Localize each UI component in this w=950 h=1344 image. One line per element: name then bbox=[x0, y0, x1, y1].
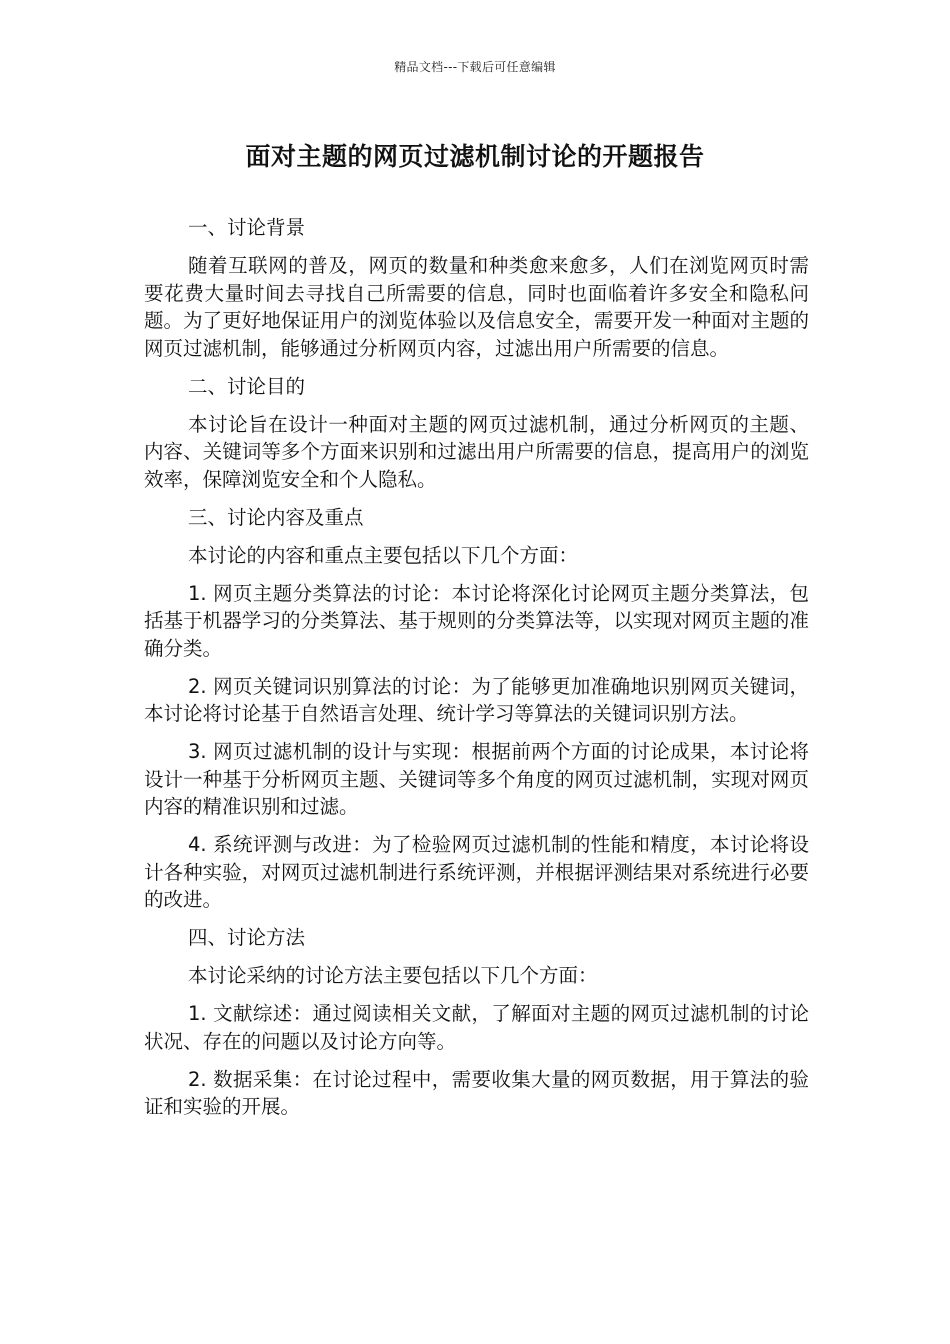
list-item-paragraph: 2. 网页关键词识别算法的讨论：为了能够更加准确地识别网页关键词，本讨论将讨论基于自然语言处理、统计学习等算法的关键词识别方法。 bbox=[144, 674, 809, 725]
paragraph: 本讨论旨在设计一种面对主题的网页过滤机制，通过分析网页的主题、内容、关键词等多个方面来识别和过滤出用户所需要的信息，提高用户的浏览效率，保障浏览安全和个人隐私。 bbox=[144, 412, 809, 491]
document-title: 面对主题的网页过滤机制讨论的开题报告 bbox=[245, 142, 705, 171]
paragraph: 本讨论的内容和重点主要包括以下几个方面： bbox=[188, 543, 579, 567]
list-item-paragraph: 3. 网页过滤机制的设计与实现：根据前两个方面的讨论成果，本讨论将设计一种基于分析网页主题、关键词等多个角度的网页过滤机制，实现对网页内容的精准识别和过滤。 bbox=[144, 740, 809, 818]
paragraph: 随着互联网的普及，网页的数量和种类愈来愈多，人们在浏览网页时需要花费大量时间去寻找自己所需要的信息，同时也面临着许多安全和隐私问题。为了更好地保证用户的浏览体验以及信息安全，需要开发一种面对主题的网页过滤机制，能够通过分析网页内容，过滤出用户所需要的信息。 bbox=[144, 254, 809, 360]
list-item-paragraph: 1. 文献综述：通过阅读相关文献，了解面对主题的网页过滤机制的讨论状况、存在的问题以及讨论方向等。 bbox=[144, 1002, 809, 1053]
section-heading: 二、讨论目的 bbox=[188, 374, 306, 398]
paragraph: 本讨论采纳的讨论方法主要包括以下几个方面： bbox=[188, 964, 598, 987]
section-heading: 三、讨论内容及重点 bbox=[188, 505, 364, 529]
header-note: 精品文档---下载后可任意编辑 bbox=[394, 60, 556, 74]
document-body bbox=[144, 214, 809, 1131]
list-item-paragraph: 4. 系统评测与改进：为了检验网页过滤机制的性能和精度，本讨论将设计各种实验，对网页过滤机制进行系统评测，并根据评测结果对系统进行必要的改进。 bbox=[144, 833, 809, 911]
list-item-paragraph: 1. 网页主题分类算法的讨论：本讨论将深化讨论网页主题分类算法，包括基于机器学习的分类算法、基于规则的分类算法等，以实现对网页主题的准确分类。 bbox=[144, 581, 809, 660]
section-heading: 四、讨论方法 bbox=[188, 926, 306, 949]
list-item-paragraph: 2. 数据采集：在讨论过程中，需要收集大量的网页数据，用于算法的验证和实验的开展。 bbox=[144, 1067, 809, 1118]
section-heading: 一、讨论背景 bbox=[188, 216, 306, 239]
